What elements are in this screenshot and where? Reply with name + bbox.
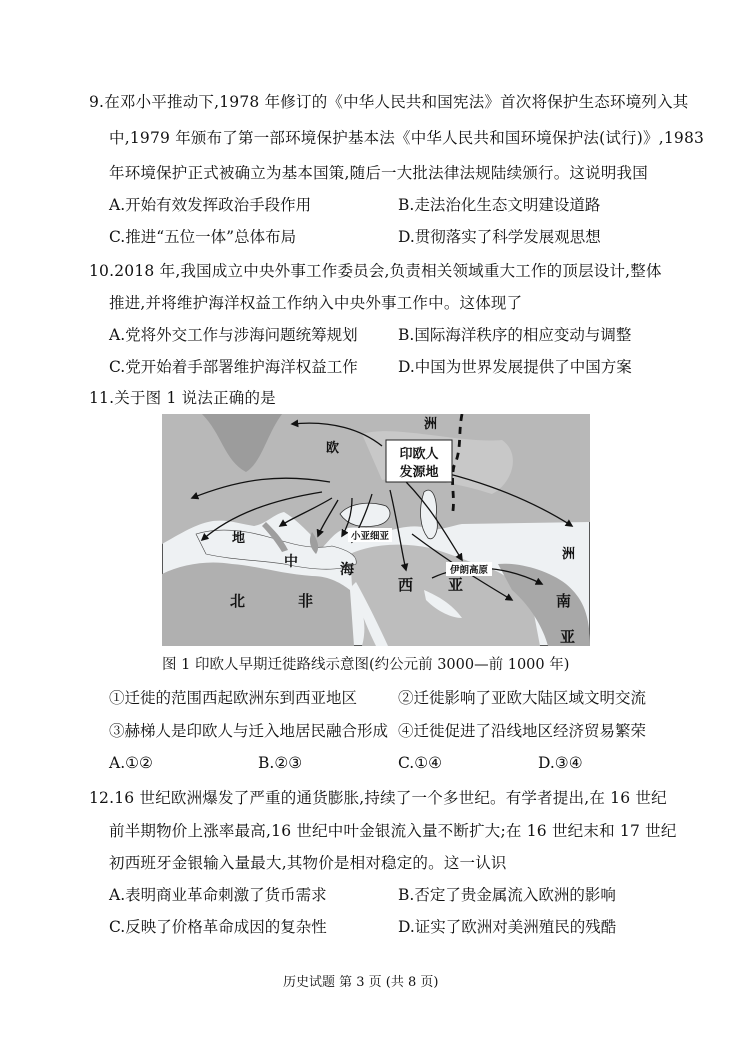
- map-label-south-ya: 亚: [560, 628, 576, 646]
- q11-stem: 11.关于图 1 说法正确的是: [89, 389, 276, 407]
- map-label-ou: 欧: [326, 441, 340, 456]
- q11-option-a[interactable]: A.①②: [109, 754, 153, 772]
- map-label-di: 地: [232, 531, 246, 546]
- q11-statement-4: ④迁徙促进了沿线地区经济贸易繁荣: [398, 722, 647, 740]
- map-label-ya: 亚: [448, 576, 464, 594]
- q9-option-c[interactable]: C.推进“五位一体”总体布局: [109, 228, 297, 246]
- map-label-fei: 非: [298, 592, 314, 610]
- map-label-nan: 南: [556, 592, 572, 610]
- q11-option-d[interactable]: D.③④: [538, 754, 583, 772]
- q11-statement-1: ①迁徙的范围西起欧洲东到西亚地区: [109, 689, 358, 707]
- page-footer: 历史试题 第 3 页 (共 8 页): [283, 975, 439, 990]
- q12-option-b[interactable]: B.否定了贵金属流入欧洲的影响: [398, 886, 616, 904]
- q11-option-b[interactable]: B.②③: [258, 754, 303, 772]
- map-label-hai: 海: [340, 562, 354, 578]
- map-label-asia-minor: 小亚细亚: [350, 531, 390, 542]
- q10-option-d[interactable]: D.中国为世界发展提供了中国方案: [398, 358, 632, 376]
- q9-stem-line-1: 9.在邓小平推动下,1978 年修订的《中华人民共和国宪法》首次将保护生态环境列入其: [89, 93, 689, 111]
- q9-stem-line-2: 中,1979 年颁布了第一部环境保护基本法《中华人民共和国环境保护法(试行)》,1983: [109, 129, 705, 147]
- q9-option-b[interactable]: B.走法治化生态文明建设道路: [398, 196, 601, 214]
- map-label-origin-2: 发源地: [399, 465, 439, 480]
- q10-option-a[interactable]: A.党将外交工作与涉海问题统筹规划: [109, 326, 358, 344]
- q10-option-b[interactable]: B.国际海洋秩序的相应变动与调整: [398, 326, 632, 344]
- q10-stem-line-1: 10.2018 年,我国成立中央外事工作委员会,负责相关领域重大工作的顶层设计,整体: [89, 262, 662, 280]
- figure-caption: 图 1 印欧人早期迁徙路线示意图(约公元前 3000—前 1000 年): [162, 657, 570, 673]
- q12-option-d[interactable]: D.证实了欧洲对美洲殖民的残酷: [398, 918, 617, 936]
- q9-option-a[interactable]: A.开始有效发挥政治手段作用: [109, 196, 312, 214]
- q11-statement-2: ②迁徙影响了亚欧大陆区域文明交流: [398, 689, 647, 707]
- map-label-iran: 伊朗高原: [449, 565, 489, 576]
- q12-option-a[interactable]: A.表明商业革命刺激了货币需求: [109, 886, 327, 904]
- q10-option-c[interactable]: C.党开始着手部署维护海洋权益工作: [109, 358, 358, 376]
- q10-stem-line-2: 推进,并将维护海洋权益工作纳入中央外事工作中。这体现了: [109, 294, 523, 312]
- map-label-bei: 北: [230, 592, 246, 610]
- migration-map: [162, 414, 590, 646]
- q12-stem-line-2: 前半期物价上涨率最高,16 世纪中叶金银流入量不断扩大;在 16 世纪末和 17 世纪: [109, 822, 677, 840]
- q12-stem-line-3: 初西班牙金银输入量最大,其物价是相对稳定的。这一认识: [109, 854, 507, 872]
- q11-option-c[interactable]: C.①④: [398, 754, 443, 772]
- map-label-asia-zhou: 洲: [562, 547, 576, 562]
- map-label-origin-1: 印欧人: [399, 447, 439, 462]
- map-label-zhou: 洲: [424, 417, 438, 432]
- q9-stem-line-3: 年环境保护正式被确立为基本国策,随后一大批法律法规陆续颁行。这说明我国: [109, 164, 648, 182]
- q11-statement-3: ③赫梯人是印欧人与迁入地居民融合形成: [109, 722, 389, 740]
- map-label-xi: 西: [398, 576, 414, 594]
- q12-option-c[interactable]: C.反映了价格革命成因的复杂性: [109, 918, 327, 936]
- map-label-zhong: 中: [284, 554, 298, 570]
- q9-option-d[interactable]: D.贯彻落实了科学发展观思想: [398, 228, 601, 246]
- q12-stem-line-1: 12.16 世纪欧洲爆发了严重的通货膨胀,持续了一个多世纪。有学者提出,在 16 世纪: [89, 789, 667, 807]
